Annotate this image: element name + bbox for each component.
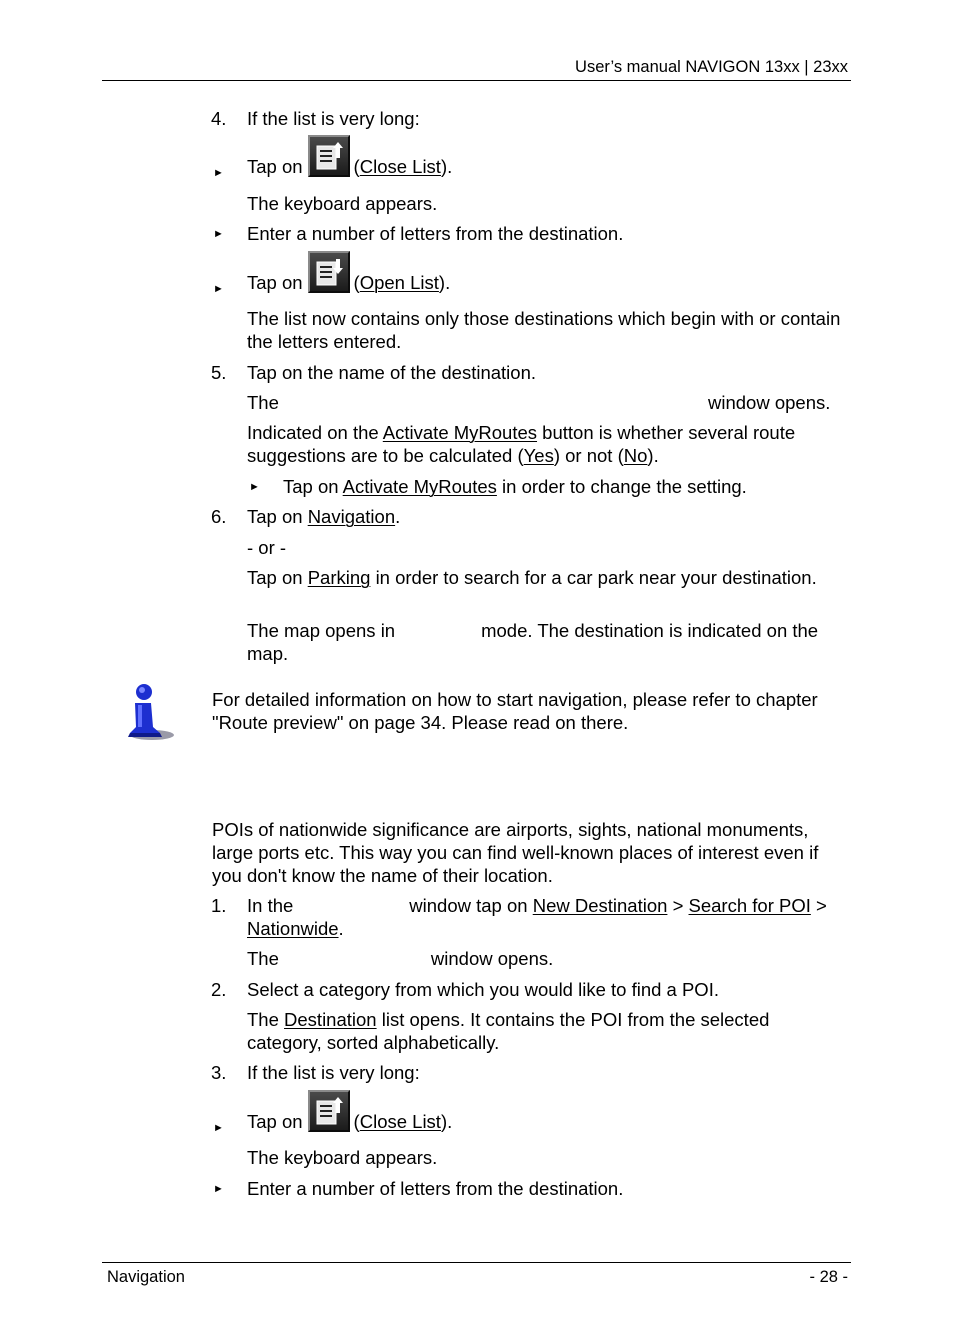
bullet-arrow: ►: [213, 228, 224, 240]
step-number: 1.: [211, 895, 227, 916]
alt-text-post: in order to search for a car park near your destination.: [375, 567, 817, 588]
note-text: For detailed information on how to start navigation, please refer to chapter "Route preview" on page 34. Please read on there.: [212, 689, 818, 733]
alt-text-pre: Tap on: [247, 567, 303, 588]
sub-bullet-pre: Tap on: [283, 476, 339, 497]
result-text-pre: The map opens in: [247, 620, 396, 641]
navigation-link[interactable]: Navigation: [307, 506, 396, 527]
step-text: Select a category from which you would like to find a POI.: [247, 979, 719, 1000]
result-text-post: window opens.: [430, 948, 554, 969]
footer-section: Navigation: [107, 1268, 185, 1286]
step-text-pre: Tap on: [247, 506, 303, 527]
activate-myroutes-link[interactable]: Activate MyRoutes: [382, 422, 538, 443]
search-for-poi-link[interactable]: Search for POI: [688, 895, 811, 916]
bullet-text: Enter a number of letters from the destination.: [247, 1178, 624, 1199]
step-number: 3.: [211, 1062, 227, 1083]
step-text: [247, 505, 847, 528]
parking-link[interactable]: Parking: [307, 567, 371, 588]
result-text-pre: The: [247, 1009, 279, 1030]
footer-rule: [102, 1262, 851, 1263]
poi-intro: POIs of nationwide significance are airports, sights, national monuments, large ports etc. This way you can find well-known places of interest even if you don't know the name of their location.: [212, 819, 819, 886]
bullet-arrow: ►: [213, 283, 224, 295]
bullet-close-list: Tap on (Close List).: [247, 1090, 847, 1133]
sub-bullet-text: [283, 475, 747, 498]
no-link[interactable]: No: [623, 445, 648, 466]
yes-link[interactable]: Yes: [523, 445, 554, 466]
close-list-link[interactable]: Close List: [359, 156, 441, 177]
result-text: [247, 619, 847, 665]
step-text: If the list is very long:: [247, 108, 420, 129]
bullet-text: Tap on: [247, 272, 303, 293]
bullet-open-list: Tap on (Open List).: [247, 251, 847, 294]
bullet-arrow: ►: [249, 481, 260, 493]
result-text: The keyboard appears.: [247, 1147, 438, 1168]
info-text-post: ).: [647, 445, 659, 466]
sub-bullet-post: in order to change the setting.: [502, 476, 747, 497]
info-text-mid: button is whether several route suggestions are to be calculated (: [247, 422, 796, 466]
step-text: [247, 894, 847, 940]
close-list-icon[interactable]: [308, 135, 350, 177]
result-text: The list now contains only those destinations which begin with or contain the letters entered.: [247, 308, 841, 352]
separator: >: [672, 895, 684, 916]
step-number: 5.: [211, 362, 227, 383]
new-destination-link[interactable]: New Destination: [532, 895, 668, 916]
result-text-pre: The: [247, 948, 279, 969]
close-list-icon[interactable]: [308, 1090, 350, 1132]
info-text: [247, 421, 847, 467]
result-text: [247, 1008, 847, 1054]
bullet-close-list: Tap on (Close List).: [247, 135, 847, 178]
close-list-link[interactable]: Close List: [359, 1111, 441, 1132]
step-text-post: .: [338, 918, 344, 939]
bullet-text: Tap on: [247, 156, 303, 177]
result-text: The: [247, 392, 279, 413]
result-text-post: mode. The destination is indicated on the map.: [247, 620, 819, 664]
bullet-arrow: ►: [213, 1183, 224, 1195]
step-text-post: .: [395, 506, 401, 527]
result-text: [247, 947, 847, 970]
result-text-post: list opens. It contains the POI from the selected category, sorted alphabetically.: [247, 1009, 770, 1053]
info-person-icon: [122, 683, 178, 748]
alt-text: [247, 566, 847, 589]
step-text: Tap on the name of the destination.: [247, 362, 537, 383]
bullet-text: Tap on: [247, 1111, 303, 1132]
step-text-mid: window tap on: [409, 895, 528, 916]
bullet-text: Enter a number of letters from the destination.: [247, 223, 624, 244]
bullet-text-post: ).: [438, 272, 451, 293]
result-text-post: window opens.: [708, 392, 831, 413]
nationwide-link[interactable]: Nationwide: [247, 918, 339, 939]
step-number: 2.: [211, 979, 227, 1000]
bullet-arrow: ►: [213, 1122, 224, 1134]
open-list-icon[interactable]: [308, 251, 350, 293]
separator: >: [816, 895, 827, 916]
activate-myroutes-link[interactable]: Activate MyRoutes: [342, 476, 497, 497]
header-title: User’s manual NAVIGON 13xx | 23xx: [575, 58, 848, 76]
bullet-arrow: ►: [213, 167, 224, 179]
or-text: - or -: [247, 537, 287, 558]
header-rule: [102, 80, 851, 81]
step-number: 6.: [211, 506, 227, 527]
open-list-link[interactable]: Open List: [359, 272, 439, 293]
result-text: The keyboard appears.: [247, 193, 438, 214]
page-number: - 28 -: [809, 1268, 848, 1286]
bullet-text-post: ).: [440, 1111, 453, 1132]
destination-link[interactable]: Destination: [284, 1009, 377, 1030]
step-text: If the list is very long:: [247, 1062, 420, 1083]
step-text-pre: In the: [247, 895, 294, 916]
step-number: 4.: [211, 108, 227, 129]
bullet-text-post: ).: [440, 156, 453, 177]
info-text-mid2: ) or not (: [553, 445, 624, 466]
info-text-pre: Indicated on the: [247, 422, 379, 443]
